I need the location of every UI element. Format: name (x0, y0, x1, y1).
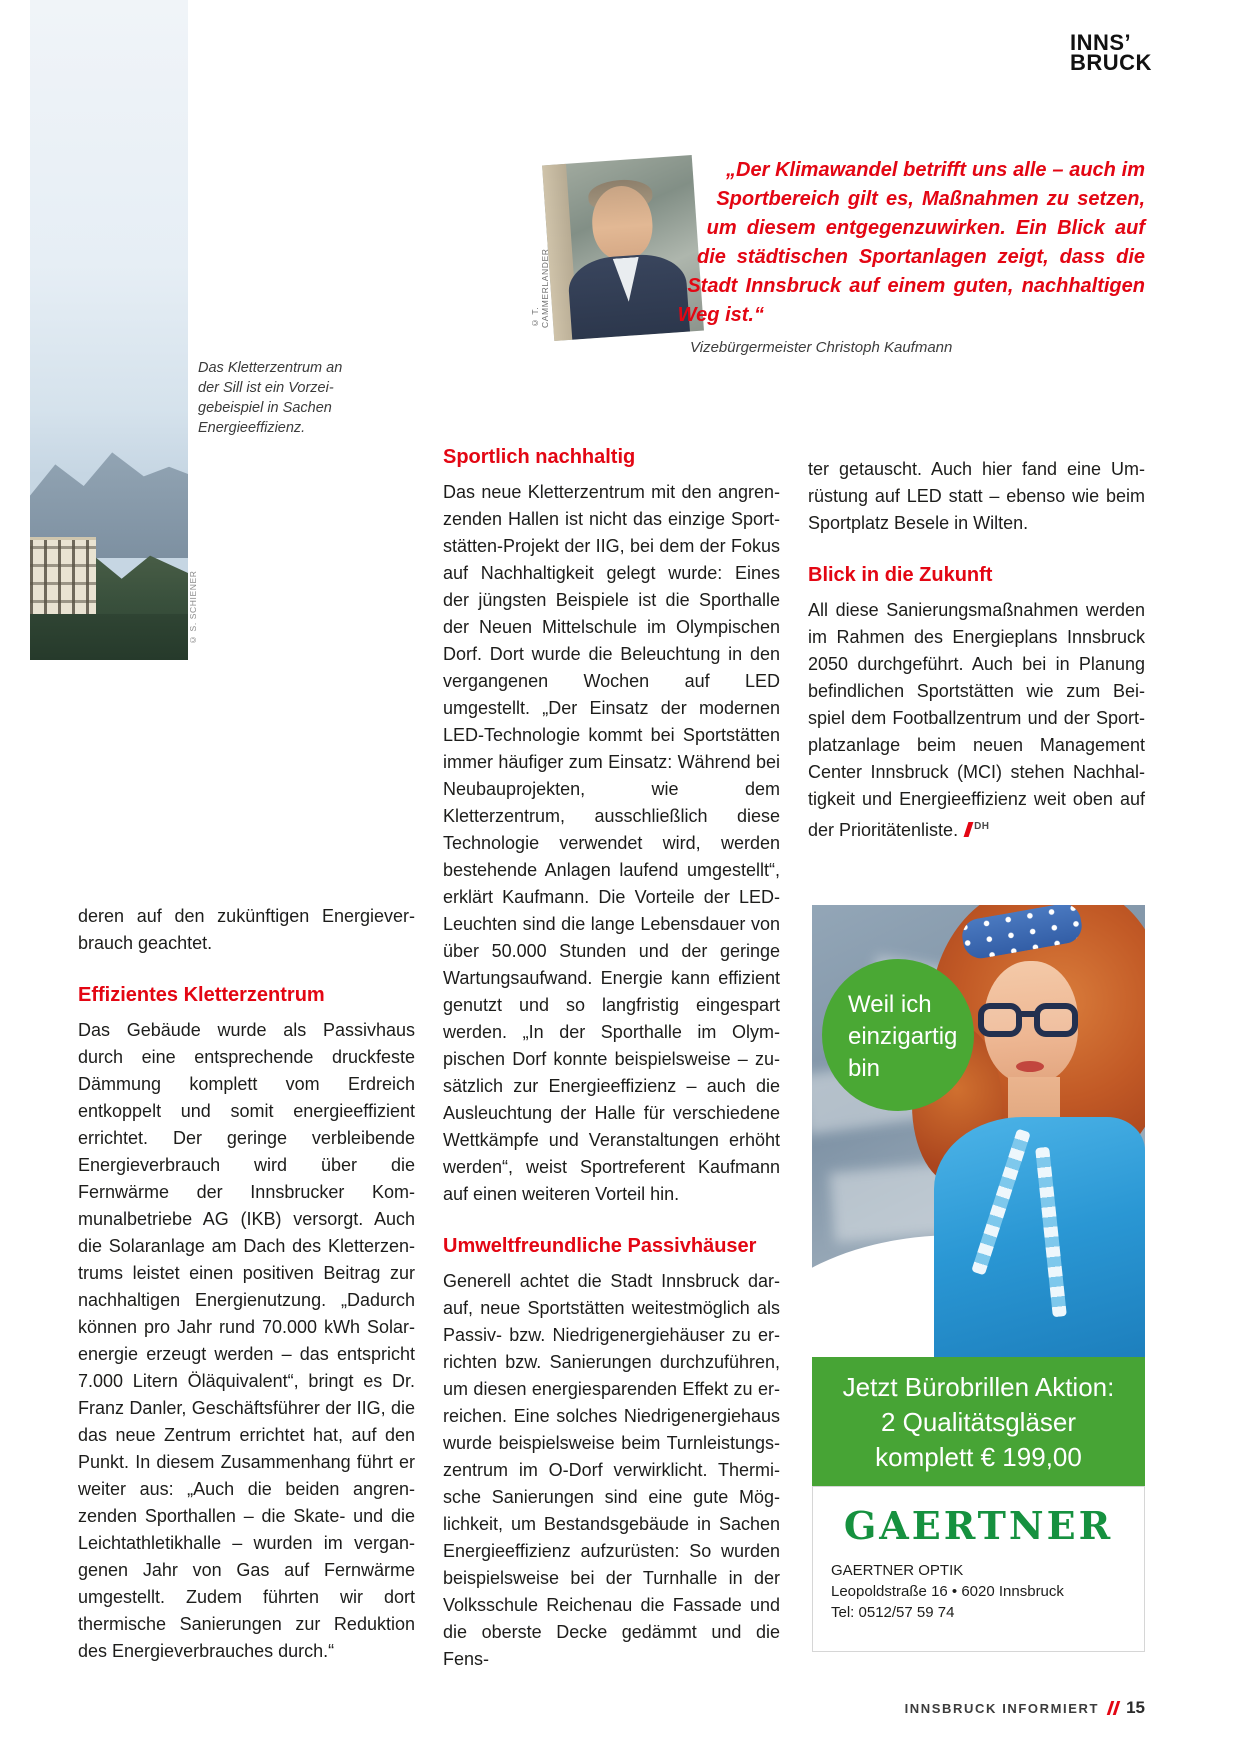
logo-line1: INNS’ (1070, 30, 1132, 55)
ad-address: Leopoldstraße 16 • 6020 Innsbruck (831, 1583, 1064, 1600)
heading-umweltfreundliche-passivhaeuser: Umweltfreundliche Passivhäuser (443, 1235, 757, 1257)
pull-quote-block (676, 156, 1145, 356)
ad-phone: Tel: 0512/57 59 74 (831, 1604, 955, 1621)
article-end-mark (964, 822, 974, 837)
column2-body2: Generell achtet die Stadt Innsbruck darauf, neue Sportstätten weitestmöglich als Passiv- bzw. Niedrigenergiehäuser zu errichten bzw. Sanierungen durchzuführen, um diesen energiesparenden Effekt zu erreichen. Eine solches Niedrigenergiehaus wurde beispielsweise beim Turnleistungszentrum im O-Dorf verwirklicht. Thermische Sanierungen sind eine gute Möglichkeit, um Bestandsgebäude in Sachen Energieeffizienz aufzurüsten: So wurden beispielsweise bei der Turnhalle in der Volksschule Reichenau die Fassade und die oberste Decke gedämmt und die Fens- (443, 1271, 780, 1669)
page-footer (905, 1698, 1145, 1718)
column3-body (808, 597, 1145, 844)
quote-attribution: Vizebürgermeister Christoph Kaufmann (690, 339, 953, 356)
ad-offer-banner (812, 1357, 1145, 1486)
innsbruck-logo (1070, 30, 1152, 75)
magazine-name: INNSBRUCK INFORMIERT (904, 1700, 1100, 1716)
climbing-centre-photo (30, 0, 188, 660)
article-column-1 (78, 903, 415, 1665)
eyeglass-lens (978, 1003, 1022, 1037)
badge-line: bin (848, 1055, 881, 1082)
ad-company: GAERTNER OPTIK (831, 1562, 964, 1579)
ad-offer-line: komplett € 199,00 (875, 1442, 1082, 1472)
photo-credit-schiener: © S. SCHIENER (188, 570, 198, 645)
author-initials: DH (974, 821, 990, 832)
badge-line: einzigartig (848, 1023, 958, 1050)
image-caption: Das Kletterzentrum an der Sill ist ein Vorzeigebeispiel in Sachen Energieeffizienz. (198, 360, 343, 436)
building-facade (30, 540, 96, 620)
ad-badge-text (822, 959, 974, 1085)
ad-model-photo (812, 905, 1145, 1357)
ad-offer-line: 2 Qualitätsgläser (880, 1407, 1077, 1437)
logo-line2: BRUCK (1070, 50, 1152, 75)
gaertner-optik-ad (812, 905, 1145, 1652)
model-lips (1016, 1061, 1044, 1072)
heading-effizientes-kletterzentrum: Effizientes Kletterzentrum (78, 984, 325, 1006)
ad-offer-line: Jetzt Bürobrillen Aktion: (842, 1372, 1115, 1402)
dress-trim (1035, 1147, 1067, 1318)
page-number: 15 (1126, 1698, 1145, 1717)
foreground-trees (30, 614, 188, 660)
heading-blick-in-die-zukunft: Blick in die Zukunft (808, 564, 993, 586)
ad-contact-details (831, 1560, 1126, 1623)
ad-green-badge (822, 959, 974, 1111)
badge-line: Weil ich (848, 991, 932, 1018)
column1-body: Das Gebäude wurde als Passivhaus durch eine entsprechende druckfeste Dämmung komplett vom Erdreich entkoppelt und somit energieeffizient errichtet. Der geringe verbleibende Energieverbrauch wird über die Fernwärme der Innsbrucker Kommunalbetriebe AG (IKB) versorgt. Auch die Solaranlage am Dach des Kletterzentrums leistet einen positiven Beitrag zur nachhaltigen Energienutzung. „Dadurch können pro Jahr rund 70.000 kWh Solarenergie erzeugt werden – das entspricht 7.000 Litern Öläquivalent“, bringt es Dr. Franz Danler, Geschäftsführer der IIG, die das neue Zentrum errichtet hat, auf den Punkt. In diesem Zusammenhang führt er weiter aus: „Auch die beiden angrenzenden Sporthallen – die Skate- und die Leichtathletikhalle – wurden im vergangenen Jahr von Gas auf Fernwärme umgestellt. Zudem führten wir dort thermische Sanierungen zur Reduktion des Energieverbrauches durch.“ (78, 1020, 415, 1661)
footer-slash-mark (1109, 1701, 1118, 1715)
column2-body1: Das neue Kletterzentrum mit den angrenzenden Hallen ist nicht das einzige Sportstätten-Projekt der IIG, bei dem der Fokus auf Nachhaltigkeit gelegt wurde: Eines der jüngsten Beispiele ist die Sporthalle der Neuen Mittelschule im Olympischen Dorf. Dort wurde die Beleuchtung in den vergangenen Wochen auf LED umgestellt. „Der Einsatz der modernen LED-Technologie kommt bei Sportstätten immer häufiger zum Einsatz: Während bei Neubauprojekten, wie dem Kletterzentrum, ausschließlich diese Technologie verwendet wird, werden bestehende Anlagen laufend umgestellt“, erklärt Kaufmann. Die Vorteile der LED-Leuchten sind die lange Lebensdauer von über 50.000 Stunden und der geringe Wartungsaufwand. Energie kann effizient genutzt und so langfristig eingespart werden. „In der Sporthalle im Olympischen Dorf konnte beispielsweise – zusätzlich zur Energieeffizienz – auch die Ausleuchtung der Halle für verschiedene Wettkämpfe und Veranstaltungen erhöht werden“, weist Sportreferent Kaufmann auf einen weiteren Vorteil hin. (443, 482, 780, 1204)
column3-body-text: All diese Sanierungsmaßnahmen werden im Rahmen des Energieplans Innsbruck 2050 durchgeführt. Auch bei in Planung befindlichen Sportstätten wie zum Beispiel dem Footballzentrum und der Sportplatzanlage beim neuen Management Center Innsbruck (MCI) stehen Nachhaltigkeit und Energieeffizienz weit oben auf der Prioritätenliste. (808, 600, 1145, 840)
eyeglasses (978, 1003, 1086, 1039)
article-column-2 (443, 445, 780, 1673)
article-column-3 (808, 456, 1145, 844)
heading-sportlich-nachhaltig: Sportlich nachhaltig (443, 446, 636, 468)
model-blue-top (934, 1117, 1145, 1357)
column1-intro: deren auf den zukünftigen Energieverbrauch geachtet. (78, 906, 415, 953)
gaertner-logo: GAERTNER (843, 1503, 1114, 1548)
eyeglass-lens (1034, 1003, 1078, 1037)
ad-contact-box (812, 1486, 1145, 1652)
dress-trim (971, 1129, 1031, 1276)
photo-credit-cammerlander: © T. CAMMERLANDER (530, 248, 550, 328)
pull-quote-text: „Der Klimawandel betrifft uns alle – auch im Sportbereich gilt es, Maßnahmen zu setzen, um diesem entgegenzuwirken. Ein Blick auf die städtischen Sportanlagen zeigt, dass die Stadt Innsbruck auf einem guten, nachhaltigen Weg ist.“ (677, 159, 1145, 326)
column3-intro: ter getauscht. Auch hier fand eine Umrüstung auf LED statt – ebenso wie beim Sportplatz Besele in Wilten. (808, 459, 1145, 533)
